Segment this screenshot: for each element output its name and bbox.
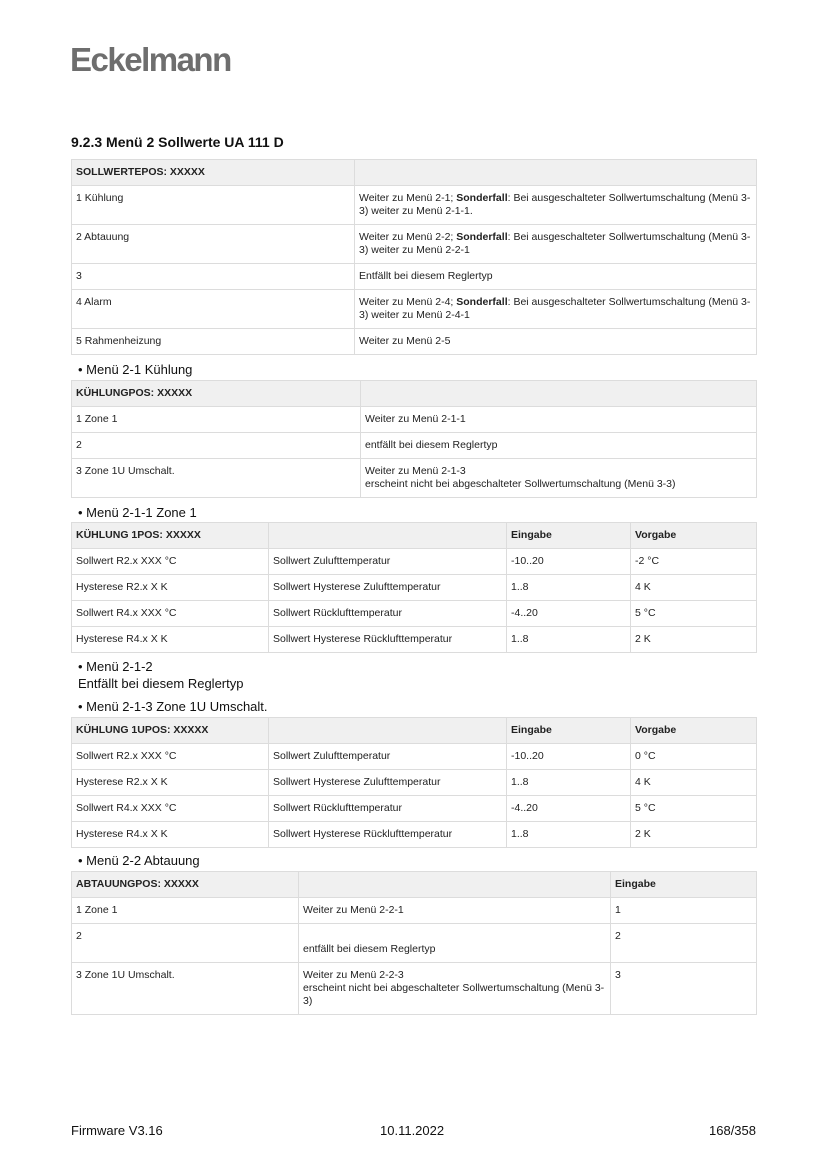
table-cell: 1..8	[507, 822, 631, 848]
table-header-row	[72, 381, 757, 407]
table-cell: Sollwert Hysterese Rücklufttemperatur	[269, 822, 507, 848]
table-cell: 4 Alarm	[72, 290, 355, 329]
table-cell: 2 K	[631, 822, 757, 848]
emphasis-text: Sonderfall	[456, 231, 508, 243]
table-cell: Sollwert Hysterese Zulufttemperatur	[269, 770, 507, 796]
table-cell: 3 Zone 1U Umschalt.	[72, 459, 361, 498]
table-row	[72, 290, 757, 329]
table-cell: -2 °C	[631, 549, 757, 575]
table-cell: -4..20	[507, 796, 631, 822]
table-cell: Sollwert Zulufttemperatur	[269, 549, 507, 575]
table-header-row	[72, 718, 757, 744]
table-cell: 5 °C	[631, 796, 757, 822]
kuehlung-table	[71, 380, 757, 498]
abtauung-table	[71, 871, 757, 1015]
table-cell: Sollwert Hysterese Rücklufttemperatur	[269, 627, 507, 653]
bullet-menu-2-2: • Menü 2-2 Abtauung	[78, 853, 200, 868]
footer-date: 10.11.2022	[380, 1123, 445, 1138]
table-cell: Hysterese R4.x X K	[72, 822, 269, 848]
table-cell: Sollwert Hysterese Zulufttemperatur	[269, 575, 507, 601]
eckelmann-logo: Eckelmann	[70, 41, 231, 78]
table-header-cell: Eingabe	[507, 523, 631, 549]
table-cell: Weiter zu Menü 2-1-1	[361, 407, 757, 433]
table-row	[72, 770, 757, 796]
table-row	[72, 459, 757, 498]
table-cell: Weiter zu Menü 2-1; Sonderfall: Bei ausgeschalteter Sollwertumschaltung (Menü 3-3) weiter zu Menü 2-1-1.	[355, 186, 757, 225]
table-cell: 2 K	[631, 627, 757, 653]
emphasis-text: Sonderfall	[456, 296, 508, 308]
table-cell: entfällt bei diesem Reglertyp	[299, 924, 611, 963]
table-cell: 2	[611, 924, 757, 963]
table-row	[72, 225, 757, 264]
table-header-cell	[269, 718, 507, 744]
table-cell: Entfällt bei diesem Reglertyp	[355, 264, 757, 290]
table-header-cell	[299, 872, 611, 898]
table-row	[72, 407, 757, 433]
table-cell: Weiter zu Menü 2-4; Sonderfall: Bei ausgeschalteter Sollwertumschaltung (Menü 3-3) weiter zu Menü 2-4-1	[355, 290, 757, 329]
table-row	[72, 744, 757, 770]
table-cell: 3 Zone 1U Umschalt.	[72, 963, 299, 1015]
bullet-menu-2-1-1: • Menü 2-1-1 Zone 1	[78, 505, 197, 520]
emphasis-text: Sonderfall	[456, 192, 508, 204]
table-cell: -10..20	[507, 744, 631, 770]
table-header-row	[72, 160, 757, 186]
table-cell: 1..8	[507, 770, 631, 796]
table-header-cell: Eingabe	[611, 872, 757, 898]
table-header-cell: SOLLWERTEPOS: XXXXX	[72, 160, 355, 186]
table-cell: 4 K	[631, 575, 757, 601]
kuehlung-1-table	[71, 522, 757, 653]
table-cell: 3	[72, 264, 355, 290]
table-cell: Weiter zu Menü 2-2; Sonderfall: Bei ausgeschalteter Sollwertumschaltung (Menü 3-3) weiter zu Menü 2-2-1	[355, 225, 757, 264]
table-cell: 4 K	[631, 770, 757, 796]
table-cell: Hysterese R4.x X K	[72, 627, 269, 653]
table-cell: 2	[72, 924, 299, 963]
table-cell: Sollwert Rücklufttemperatur	[269, 601, 507, 627]
table-row	[72, 898, 757, 924]
table-cell: 2	[72, 433, 361, 459]
table-row	[72, 264, 757, 290]
table-row	[72, 601, 757, 627]
table-row	[72, 796, 757, 822]
table-cell: Sollwert Rücklufttemperatur	[269, 796, 507, 822]
table-cell: 1 Zone 1	[72, 898, 299, 924]
table-cell: entfällt bei diesem Reglertyp	[361, 433, 757, 459]
table-header-cell: ABTAUUNGPOS: XXXXX	[72, 872, 299, 898]
footer-firmware: Firmware V3.16	[71, 1123, 163, 1138]
table-cell: Sollwert R2.x XXX °C	[72, 549, 269, 575]
table-header-cell: KÜHLUNGPOS: XXXXX	[72, 381, 361, 407]
table-cell: 1	[611, 898, 757, 924]
table-header-cell: KÜHLUNG 1UPOS: XXXXX	[72, 718, 269, 744]
table-cell: Hysterese R2.x X K	[72, 770, 269, 796]
table-cell: 1 Kühlung	[72, 186, 355, 225]
table-header-cell: Eingabe	[507, 718, 631, 744]
table-header-cell	[269, 523, 507, 549]
section-heading: 9.2.3 Menü 2 Sollwerte UA 111 D	[71, 134, 284, 150]
footer-page-number: 168/358	[709, 1123, 756, 1138]
table-cell: 5 Rahmenheizung	[72, 329, 355, 355]
bullet-menu-2-1: • Menü 2-1 Kühlung	[78, 362, 193, 377]
table-cell: 1..8	[507, 575, 631, 601]
table-cell: Weiter zu Menü 2-2-3 erscheint nicht bei abgeschalteter Sollwertumschaltung (Menü 3-3)	[299, 963, 611, 1015]
table-row	[72, 822, 757, 848]
bullet-menu-2-1-2: • Menü 2-1-2 Entfällt bei diesem Reglertyp	[78, 659, 244, 691]
table-cell: Sollwert R4.x XXX °C	[72, 601, 269, 627]
table-cell: 3	[611, 963, 757, 1015]
kuehlung-1u-table	[71, 717, 757, 848]
table-header-cell	[355, 160, 757, 186]
table-header-cell: Vorgabe	[631, 523, 757, 549]
table-header-cell	[361, 381, 757, 407]
table-row	[72, 924, 757, 963]
table-cell: Sollwert R2.x XXX °C	[72, 744, 269, 770]
table-cell: Weiter zu Menü 2-2-1	[299, 898, 611, 924]
bullet-menu-2-1-3: • Menü 2-1-3 Zone 1U Umschalt.	[78, 699, 268, 714]
table-cell: 1..8	[507, 627, 631, 653]
table-cell: 0 °C	[631, 744, 757, 770]
table-row	[72, 575, 757, 601]
table-cell: Sollwert R4.x XXX °C	[72, 796, 269, 822]
table-cell: Weiter zu Menü 2-1-3 erscheint nicht bei abgeschalteter Sollwertumschaltung (Menü 3-3)	[361, 459, 757, 498]
table-cell: Weiter zu Menü 2-5	[355, 329, 757, 355]
table-cell: 5 °C	[631, 601, 757, 627]
table-header-row	[72, 872, 757, 898]
table-row	[72, 963, 757, 1015]
table-cell: Sollwert Zulufttemperatur	[269, 744, 507, 770]
table-cell: 2 Abtauung	[72, 225, 355, 264]
table-row	[72, 186, 757, 225]
table-cell: -10..20	[507, 549, 631, 575]
table-cell: Hysterese R2.x X K	[72, 575, 269, 601]
table-cell: 1 Zone 1	[72, 407, 361, 433]
table-row	[72, 329, 757, 355]
table-row	[72, 549, 757, 575]
table-header-cell: Vorgabe	[631, 718, 757, 744]
table-row	[72, 433, 757, 459]
table-cell: -4..20	[507, 601, 631, 627]
table-row	[72, 627, 757, 653]
table-header-row	[72, 523, 757, 549]
table-header-cell: KÜHLUNG 1POS: XXXXX	[72, 523, 269, 549]
sollwerte-table	[71, 159, 757, 355]
